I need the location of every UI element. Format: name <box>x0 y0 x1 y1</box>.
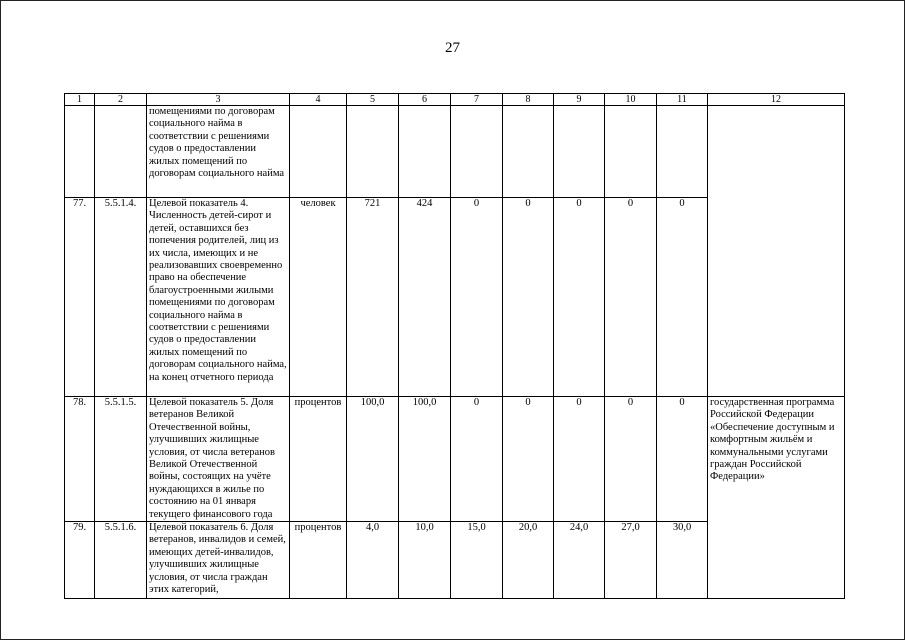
cell-unit <box>290 106 347 198</box>
cell-value <box>347 106 399 198</box>
cell-value-7: 0 <box>451 198 503 397</box>
cell-description: помещениями по договорам социального найма в соответствии с решениями судов о предоставлении жилых помещений по договорам социального найма <box>147 106 290 198</box>
cell-program-empty <box>708 106 845 397</box>
cell-value-8: 0 <box>503 198 554 397</box>
cell-value <box>503 106 554 198</box>
cell-value-6: 424 <box>399 198 451 397</box>
table-row <box>65 397 845 522</box>
cell-value-11: 0 <box>657 198 708 397</box>
table-row-continuation <box>65 106 845 198</box>
cell-value-11: 30,0 <box>657 522 708 599</box>
header-cell: 10 <box>605 94 657 106</box>
cell-value-6: 10,0 <box>399 522 451 599</box>
cell-program: государственная программа Российской Федерации «Обеспечение доступным и комфортным жильём и коммунальными услугами граждан Российской Федерации» <box>708 397 845 599</box>
header-cell: 9 <box>554 94 605 106</box>
cell-value-9: 0 <box>554 198 605 397</box>
cell-value-7: 15,0 <box>451 522 503 599</box>
cell-code <box>95 106 147 198</box>
cell-value-5: 721 <box>347 198 399 397</box>
cell-value <box>657 106 708 198</box>
cell-value-9: 0 <box>554 397 605 522</box>
cell-unit: человек <box>290 198 347 397</box>
cell-code: 5.5.1.6. <box>95 522 147 599</box>
cell-value-8: 0 <box>503 397 554 522</box>
cell-value-11: 0 <box>657 397 708 522</box>
cell-value <box>451 106 503 198</box>
cell-description: Целевой показатель 4. Численность детей-сирот и детей, оставшихся без попечения родителей, лиц из их числа, имеющих и не реализовавших своевременно право на обеспечение благоустроенными жилыми помещениями по договорам социального найма в соответствии с решениями судов о предоставлении жилых помещений по договорам социального найма, на конец отчетного периода <box>147 198 290 397</box>
cell-num <box>65 106 95 198</box>
cell-value-10: 27,0 <box>605 522 657 599</box>
header-cell: 2 <box>95 94 147 106</box>
cell-unit: процентов <box>290 522 347 599</box>
cell-value-7: 0 <box>451 397 503 522</box>
cell-code: 5.5.1.4. <box>95 198 147 397</box>
header-cell: 4 <box>290 94 347 106</box>
indicator-table <box>64 93 845 599</box>
cell-value-9: 24,0 <box>554 522 605 599</box>
header-cell: 7 <box>451 94 503 106</box>
cell-description: Целевой показатель 6. Доля ветеранов, инвалидов и семей, имеющих детей-инвалидов, улучшивших жилищные условия, от числа граждан этих категорий, <box>147 522 290 599</box>
cell-value-5: 4,0 <box>347 522 399 599</box>
cell-value <box>554 106 605 198</box>
cell-value-10: 0 <box>605 397 657 522</box>
cell-num: 78. <box>65 397 95 522</box>
header-cell: 11 <box>657 94 708 106</box>
header-cell: 8 <box>503 94 554 106</box>
header-cell: 1 <box>65 94 95 106</box>
cell-value <box>605 106 657 198</box>
cell-num: 79. <box>65 522 95 599</box>
header-cell: 3 <box>147 94 290 106</box>
cell-unit: процентов <box>290 397 347 522</box>
header-cell: 12 <box>708 94 845 106</box>
cell-value-8: 20,0 <box>503 522 554 599</box>
cell-value-5: 100,0 <box>347 397 399 522</box>
page-number: 27 <box>445 40 460 56</box>
header-cell: 6 <box>399 94 451 106</box>
cell-description: Целевой показатель 5. Доля ветеранов Великой Отечественной войны, улучшивших жилищные условия, от числа ветеранов Великой Отечественной войны, состоящих на учёте нуждающихся в жилье по состоянию на 01 января текущего финансового года <box>147 397 290 522</box>
table-header-row <box>65 94 845 106</box>
cell-code: 5.5.1.5. <box>95 397 147 522</box>
header-cell: 5 <box>347 94 399 106</box>
cell-value-6: 100,0 <box>399 397 451 522</box>
cell-value <box>399 106 451 198</box>
cell-num: 77. <box>65 198 95 397</box>
cell-value-10: 0 <box>605 198 657 397</box>
